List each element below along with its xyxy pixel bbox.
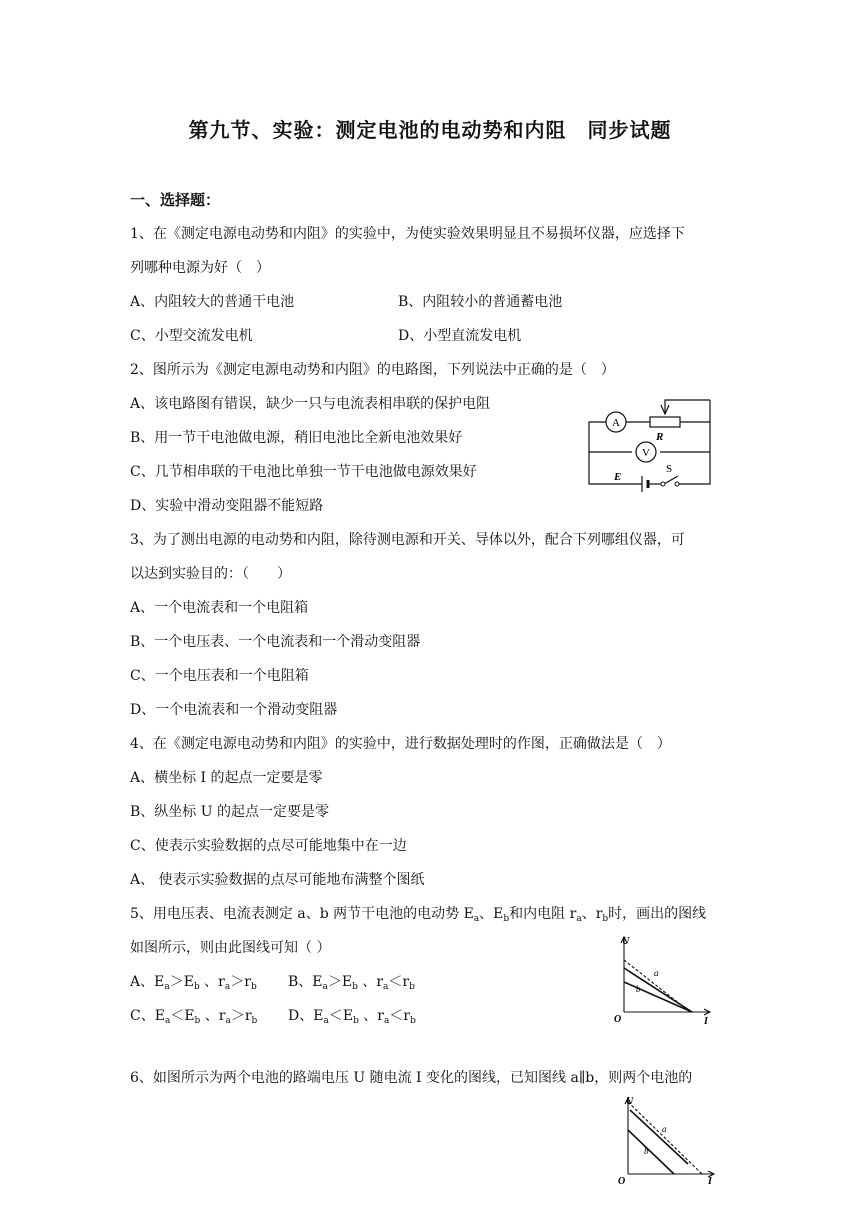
q2-stem: 2、图所示为《测定电源电动势和内阻》的电路图，下列说法中正确的是（ ） — [130, 362, 615, 378]
q4-option-d: A、 使表示实验数据的点尽可能地布满整个图纸 — [130, 872, 425, 888]
line-a-label: a — [654, 968, 659, 978]
q1-option-c: C、小型交流发电机 — [130, 328, 253, 344]
q3-option-a: A、一个电流表和一个电阻箱 — [130, 600, 309, 616]
line-a-label: a — [662, 1124, 667, 1134]
q6-stem-line1: 6、如图所示为两个电池的路端电压 U 随电流 I 变化的图线，已知图线 a∥b，则两个电池的 — [130, 1070, 693, 1086]
q4-option-b: B、纵坐标 U 的起点一定要是零 — [130, 804, 329, 820]
line-b-label: b — [636, 984, 641, 994]
q5-ui-graph — [612, 932, 722, 1024]
q5-stem-line2: 如图所示，则由此图线可知（ ） — [130, 940, 331, 956]
q1-stem-line2: 列哪种电源为好（ ） — [130, 260, 270, 276]
q1-option-a: A、内阻较大的普通干电池 — [130, 294, 295, 310]
x-axis-label: I — [708, 1176, 712, 1184]
resistor-label: R — [656, 431, 664, 443]
q4-option-c: C、使表示实验数据的点尽可能地集中在一边 — [130, 838, 407, 854]
q3-stem-line1: 3、为了测出电源的电动势和内阻，除待测电源和开关、导体以外，配合下列哪组仪器，可 — [130, 532, 685, 548]
section-heading: 一、选择题： — [130, 191, 221, 209]
x-axis-label: I — [704, 1016, 708, 1024]
q2-option-a: A、该电路图有错误，缺少一只与电流表相串联的保护电阻 — [130, 396, 491, 412]
emf-label: E — [614, 471, 622, 483]
q2-option-c: C、几节相串联的干电池比单独一节干电池做电源效果好 — [130, 464, 477, 480]
q1-option-b: B、内阻较小的普通蓄电池 — [398, 294, 563, 310]
ammeter-label: A — [612, 417, 620, 429]
q5-stem-line1: 5、用电压表、电流表测定 a、b 两节干电池的电动势 $E_a$、$E_b$和内电阻 $r_a$、$r_b$时，画出的图线 — [130, 906, 707, 924]
switch-label: S — [666, 463, 673, 475]
voltmeter-label: V — [642, 447, 650, 459]
q6-ui-graph — [616, 1092, 726, 1184]
q5-option-c: C、$E_a<E_b$ 、$r_a>r_b$ — [130, 1008, 258, 1026]
line-b-label: b — [644, 1146, 649, 1156]
origin-label: O — [618, 1176, 626, 1184]
q3-option-d: D、一个电流表和一个滑动变阻器 — [130, 702, 338, 718]
q5-option-d: D、$E_a<E_b$ 、$r_a<r_b$ — [288, 1008, 416, 1026]
q3-option-c: C、一个电压表和一个电阻箱 — [130, 668, 309, 684]
q4-stem: 4、在《测定电源电动势和内阻》的实验中，进行数据处理时的作图，正确做法是（ ） — [130, 736, 671, 752]
page-title: 第九节、实验：测定电池的电动势和内阻 同步试题 — [188, 118, 672, 142]
origin-label: O — [614, 1014, 622, 1024]
y-axis-label: U — [626, 1096, 634, 1107]
q5-option-a: A、$E_a>E_b$ 、$r_a>r_b$ — [130, 974, 257, 992]
q2-option-b: B、用一节干电池做电源，稍旧电池比全新电池效果好 — [130, 430, 463, 446]
q2-option-d: D、实验中滑动变阻器不能短路 — [130, 498, 324, 514]
q3-option-b: B、一个电压表、一个电流表和一个滑动变阻器 — [130, 634, 421, 650]
q5-option-b: B、$E_a>E_b$ 、$r_a<r_b$ — [288, 974, 415, 992]
q4-option-a: A、横坐标 I 的起点一定要是零 — [130, 770, 323, 786]
q1-stem-line1: 1、在《测定电源电动势和内阻》的实验中，为使实验效果明显且不易损坏仪器，应选择下 — [130, 226, 685, 242]
y-axis-label: U — [622, 936, 630, 947]
q1-option-d: D、小型直流发电机 — [398, 328, 522, 344]
circuit-diagram — [584, 392, 714, 492]
q3-stem-line2: 以达到实验目的：（ ） — [130, 566, 291, 582]
